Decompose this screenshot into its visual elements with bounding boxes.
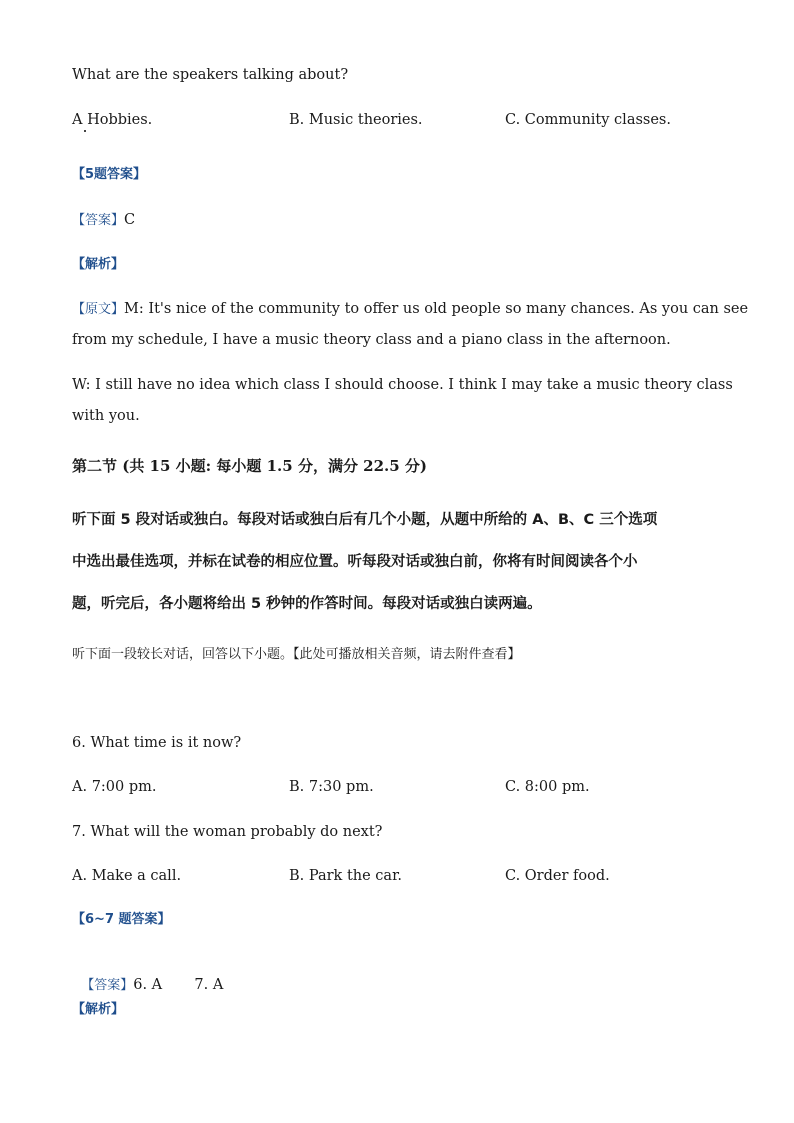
q5-answer-header: 【5题答案】	[72, 167, 147, 182]
transcript-line-3: W: I still have no idea which class I should choose. I think I may take a music theory class	[72, 377, 733, 393]
q5-answer	[72, 210, 135, 231]
stray-dot	[84, 130, 86, 132]
q5-option-a: A Hobbies.	[72, 112, 153, 128]
audio-note: 听下面一段较长对话，回答以下小题。【此处可播放相关音频，请去附件查看】	[72, 647, 521, 662]
q7-option-b: B. Park the car.	[289, 868, 403, 884]
answer-label: 【答案】	[81, 978, 134, 993]
section-2-instruction-2: 中选出最佳选项，并标在试卷的相应位置。听每段对话或独白前，你将有时间阅读各个小	[72, 554, 638, 570]
q67-answer	[72, 955, 223, 996]
q7-option-a: A. Make a call.	[72, 868, 182, 884]
transcript-label: 【原文】	[72, 302, 125, 317]
q5-analysis-label: 【解析】	[72, 257, 125, 272]
question-6: 6. What time is it now?	[72, 735, 242, 751]
q67-answer-header: 【6~7 题答案】	[72, 912, 171, 927]
q6-option-a: A. 7:00 pm.	[72, 779, 157, 795]
transcript-line-2: from my schedule, I have a music theory class and a piano class in the afternoon.	[72, 332, 671, 348]
answer-label: 【答案】	[72, 213, 125, 228]
question-5: What are the speakers talking about?	[72, 67, 349, 83]
transcript-text-1: M: It's nice of the community to offer us old people so many chances. As you can see	[124, 301, 749, 317]
q5-option-c: C. Community classes.	[505, 112, 671, 128]
transcript-line-4: with you.	[72, 408, 140, 424]
section-2-instruction-1: 听下面 5 段对话或独白。每段对话或独白后有几个小题，从题中所给的 A、B、C 三个选项	[72, 512, 658, 528]
q67-analysis-label: 【解析】	[72, 1002, 125, 1017]
answer-value: 6. A 7. A	[133, 977, 224, 993]
q6-option-b: B. 7:30 pm.	[289, 779, 374, 795]
q7-option-c: C. Order food.	[505, 868, 610, 884]
question-7: 7. What will the woman probably do next?	[72, 824, 383, 840]
q6-option-c: C. 8:00 pm.	[505, 779, 590, 795]
section-2-title: 第二节 (共 15 小题: 每小题 1.5 分，满分 22.5 分)	[72, 457, 428, 475]
section-2-instruction-3: 题，听完后，各小题将给出 5 秒钟的作答时间。每段对话或独白读两遍。	[72, 596, 542, 612]
answer-value: C	[124, 212, 136, 228]
q5-option-b: B. Music theories.	[289, 112, 423, 128]
transcript-line-1	[72, 299, 748, 320]
